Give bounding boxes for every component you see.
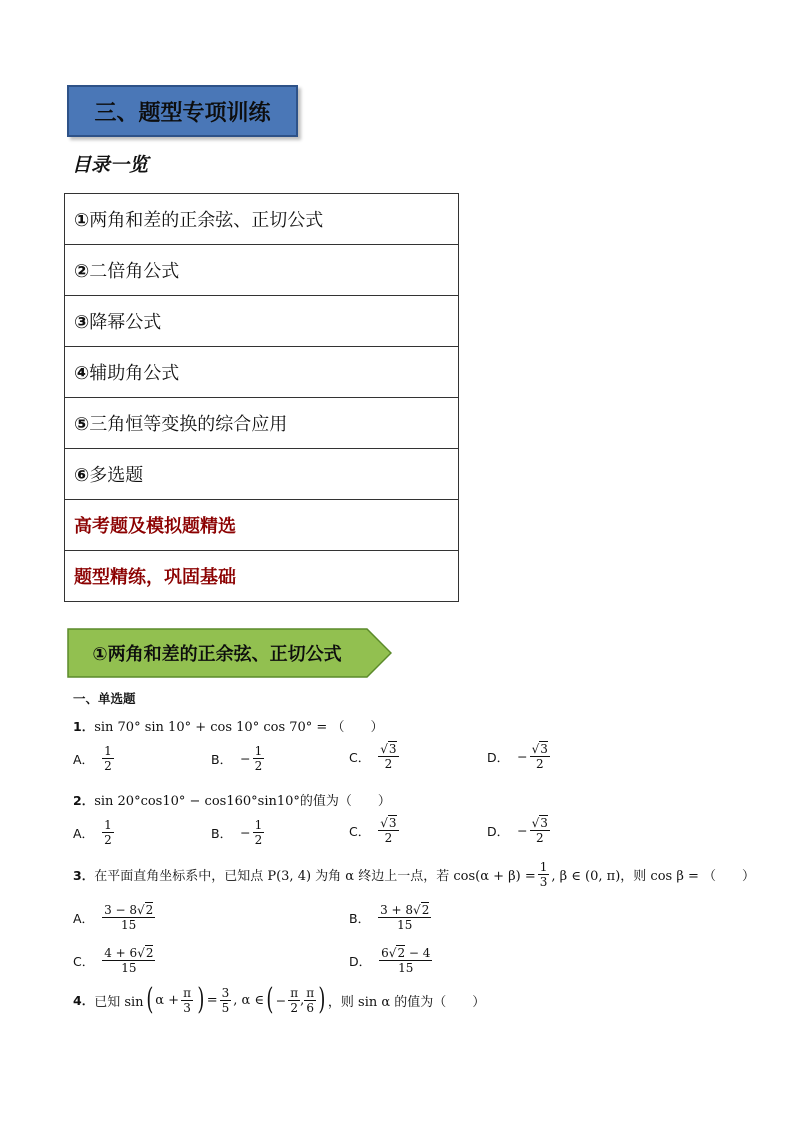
toc-number: ⑥ <box>74 465 90 486</box>
toc-number: ④ <box>74 363 90 384</box>
option-a[interactable]: A． $\frac{1}{2}$ <box>73 744 112 773</box>
toc-label: 题型精练，巩固基础 <box>74 567 236 588</box>
toc-label: 辅助角公式 <box>89 363 180 384</box>
option-a[interactable]: A． $\frac{1}{2}$ <box>73 818 112 847</box>
option-c[interactable]: C． $\frac{√3}{2}$ <box>349 742 397 771</box>
option-d[interactable]: D． − $\frac{√3}{2}$ <box>487 742 548 771</box>
option-c[interactable]: C． $\frac{√3}{2}$ <box>349 816 397 845</box>
toc-row[interactable] <box>65 398 459 449</box>
option-d[interactable]: D． − $\frac{√3}{2}$ <box>487 816 548 845</box>
option-d[interactable]: D． $\frac{6√2 - 4}{15}$ <box>349 946 431 975</box>
section-title: 三、题型专项训练 <box>94 100 271 126</box>
toc-row[interactable] <box>65 500 459 551</box>
toc-label: 多选题 <box>89 465 144 486</box>
topic-banner <box>67 628 392 678</box>
question-2: 2．sin 20°cos10° − cos160°sin10°的值为（ ） <box>73 793 391 809</box>
option-b[interactable]: B． − $\frac{1}{2}$ <box>211 744 263 773</box>
section-title-banner <box>67 85 298 137</box>
option-b[interactable]: B． − $\frac{1}{2}$ <box>211 818 263 847</box>
toc-row[interactable] <box>65 194 459 245</box>
option-c[interactable]: C． $\frac{4 + 6√2}{15}$ <box>73 946 154 975</box>
toc-row[interactable] <box>65 296 459 347</box>
toc-row[interactable] <box>65 449 459 500</box>
toc-number: ① <box>74 210 90 231</box>
option-a[interactable]: A． $\frac{3 - 8√2}{15}$ <box>73 903 154 932</box>
question-4: 4． 已知 sin ( α + $\frac{\pi}{3}$ ) = $\frac{3}{5}$ , α ∈ ( − $\frac{\pi}{2}$ , $\frac{\pi}{6}$ ) ，则 sin α 的值为（ ） <box>73 982 486 1017</box>
toc-table <box>64 193 459 602</box>
toc-row[interactable] <box>65 347 459 398</box>
question-1: 1．sin 70° sin 10° + cos 10° cos 70° = （ ） <box>73 719 384 735</box>
toc-label: 二倍角公式 <box>89 261 180 282</box>
toc-row[interactable] <box>65 245 459 296</box>
toc-number: ③ <box>74 312 90 333</box>
toc-label: 降幂公式 <box>89 312 162 333</box>
topic-banner-label: ①两角和差的正余弦、正切公式 <box>92 644 342 665</box>
toc-label: 三角恒等变换的综合应用 <box>89 414 288 435</box>
toc-label: 两角和差的正余弦、正切公式 <box>89 210 324 231</box>
option-b[interactable]: B． $\frac{3 + 8√2}{15}$ <box>349 903 430 932</box>
toc-number: ② <box>74 261 90 282</box>
toc-number: ⑤ <box>74 414 90 435</box>
toc-label: 高考题及模拟题精选 <box>74 516 236 537</box>
toc-heading: 目录一览 <box>72 154 149 176</box>
toc-row[interactable] <box>65 551 459 602</box>
question-3: 3． 在平面直角坐标系中，已知点 P(3, 4) 为角 α 终边上一点，若 cos(α + β) = $\frac{1}{3}$ , β ∈ (0, π)，则 cos β = （ ） <box>73 860 755 889</box>
question-section-heading: 一、单选题 <box>73 691 136 706</box>
